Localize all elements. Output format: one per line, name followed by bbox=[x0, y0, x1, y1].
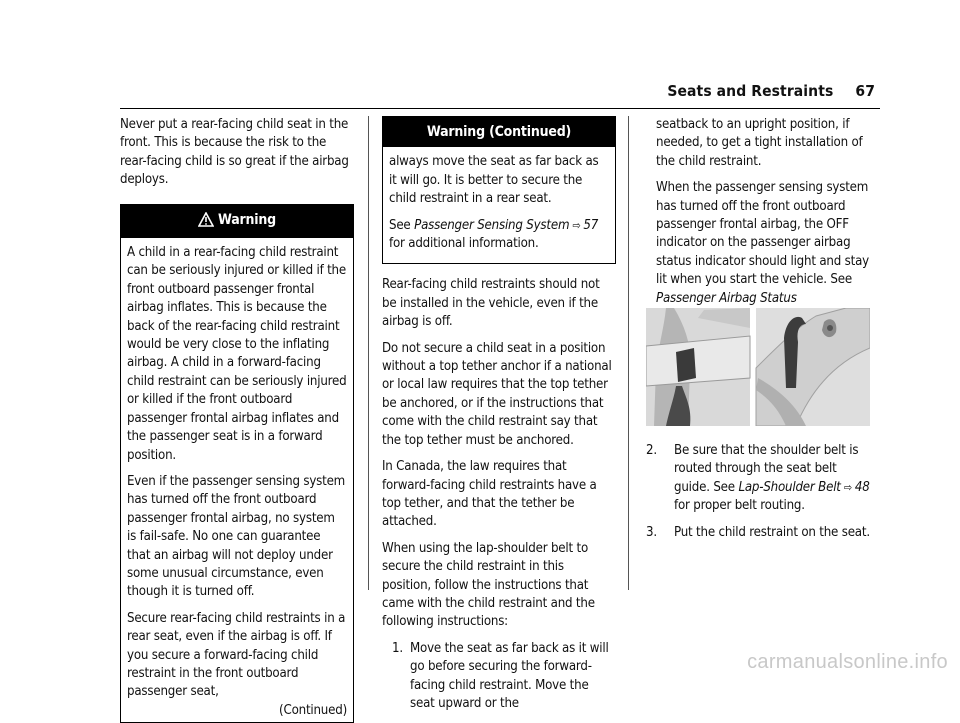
step-text: Move the seat as far back as it will go before securing the forward-facing child restraint. Move the seat upward or the bbox=[410, 640, 609, 711]
step-text: seatback to an upright position, if needed, to get a tight installation of the child restraint. bbox=[656, 117, 863, 169]
step-number: 3. bbox=[646, 524, 657, 540]
step-text: Put the child restraint on the seat. bbox=[674, 524, 870, 540]
step-3 bbox=[646, 524, 874, 542]
intro-paragraph: Never put a rear-facing child seat in the front. This is because the risk to the rear-facing child is so great if the airbag deploys. bbox=[120, 117, 349, 188]
section-title: Seats and Restraints bbox=[667, 82, 834, 100]
paragraph: Do not secure a child seat in a position without a top tether anchor if a national or local law requires that the top tether be anchored, or if the instructions that come with the child restraint say that the top tether must be anchored. bbox=[382, 340, 612, 448]
column-2 bbox=[382, 116, 616, 721]
warning-paragraph: always move the seat as far back as it will go. It is better to secure the child restraint in a rear seat. bbox=[389, 154, 599, 207]
warning-paragraph: A child in a rear-facing child restraint can be seriously injured or killed if the front outboard passenger frontal airbag inflates. This is because the back of the rear-facing child restraint would be very close to the inflating airbag. A child in a forward-facing child restraint can be seriously injured or killed if the front outboard passenger frontal airbag inflates and the passenger seat is in a forward position. bbox=[127, 245, 347, 463]
step-1-continued bbox=[646, 116, 874, 326]
paragraph: When using the lap-shoulder belt to secure the child restraint in this position, follow the instructions that came with the child restraint and the following instructions: bbox=[382, 540, 595, 630]
steps-list bbox=[382, 640, 616, 714]
warning-paragraph: Even if the passenger sensing system has turned off the front outboard passenger frontal airbag, no system is fail-safe. No one can guarantee that an airbag will not deploy under some unusual circumstance, even though it is turned off. bbox=[127, 473, 346, 600]
step-1 bbox=[382, 640, 616, 714]
see-reference: See Passenger Sensing System ⇨ 57 for additional information. bbox=[389, 217, 599, 252]
warning-box bbox=[120, 204, 354, 723]
page-reference-arrow-icon: ⇨ bbox=[843, 480, 852, 494]
seat-belt-guide-illustration bbox=[646, 308, 870, 426]
column-3-lower bbox=[646, 442, 874, 550]
warning-triangle-icon bbox=[198, 212, 214, 232]
steps-list bbox=[646, 442, 874, 542]
header-rule bbox=[120, 108, 880, 109]
warning-header bbox=[121, 205, 353, 238]
page-ref-48[interactable]: 48 bbox=[854, 479, 870, 495]
step-paragraph: When the passenger sensing system has turned off the front outboard passenger frontal airbag, the OFF indicator on the passenger airbag status indicator should light and stay lit when you start the vehicle. See Passenger Airbag Status bbox=[656, 179, 874, 326]
warning-body bbox=[121, 238, 353, 722]
passenger-sensing-system-link[interactable]: Passenger Sensing System bbox=[414, 217, 570, 233]
warning-title: Warning bbox=[218, 211, 276, 228]
lap-shoulder-belt-link[interactable]: Lap-Shoulder Belt bbox=[738, 479, 841, 495]
page-number: 67 bbox=[855, 82, 875, 100]
column-divider bbox=[628, 116, 629, 590]
page-reference-arrow-icon: ⇨ bbox=[572, 218, 581, 232]
paragraph: In Canada, the law requires that forward-facing child restraints have a top tether, and that the tether be attached. bbox=[382, 459, 597, 530]
warning-continued-box bbox=[382, 116, 616, 264]
warning-continued-header: Warning (Continued) bbox=[383, 117, 615, 147]
column-1 bbox=[120, 116, 354, 723]
warning-paragraph: Secure rear-facing child restraints in a rear seat, even if the airbag is off. If you secure a forward-facing child restraint in the front outboard passenger seat, bbox=[127, 610, 346, 700]
step-number: 1. bbox=[392, 640, 403, 656]
page-ref-57[interactable]: 57 bbox=[583, 217, 599, 233]
column-3 bbox=[646, 116, 874, 334]
step-number: 2. bbox=[646, 443, 657, 458]
paragraph: Rear-facing child restraints should not be installed in the vehicle, even if the airbag is off. bbox=[382, 277, 600, 330]
continued-label: (Continued) bbox=[279, 702, 347, 718]
page-header bbox=[667, 82, 875, 100]
step-2: 2. Be sure that the shoulder belt is routed through the seat belt guide. See Lap-Shoulder Belt ⇨ 48 for proper belt routing. bbox=[646, 443, 870, 514]
watermark: carmanualsonline.info bbox=[747, 651, 948, 673]
column-divider bbox=[368, 116, 369, 590]
passenger-airbag-status-indicator-link[interactable]: Passenger Airbag Status bbox=[656, 290, 797, 306]
warning-continued-body bbox=[383, 147, 615, 263]
